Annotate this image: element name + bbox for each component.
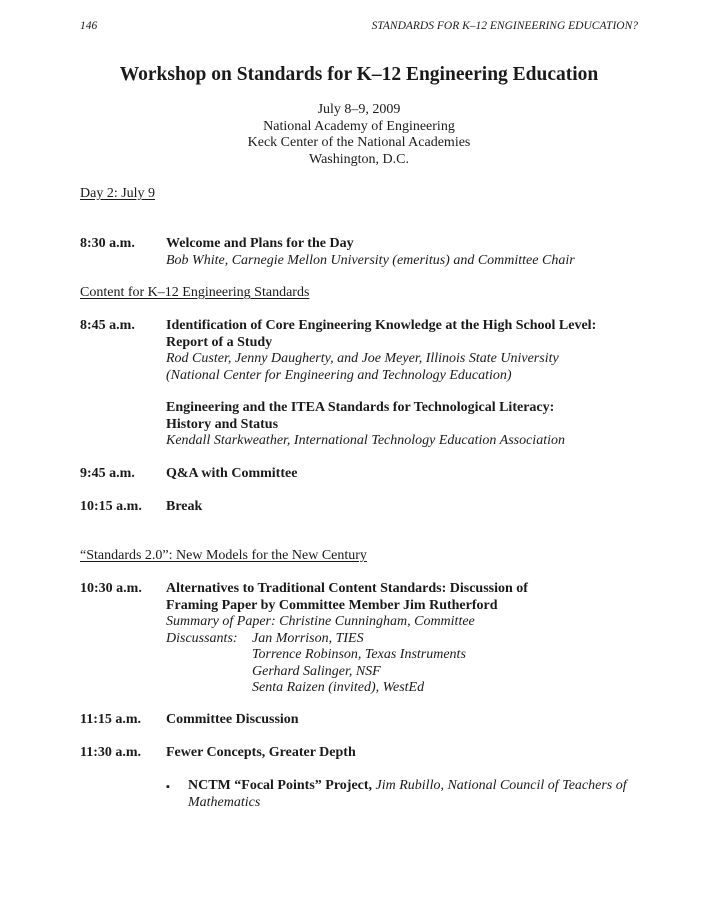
bullet-speaker-cont: Mathematics — [188, 794, 261, 810]
bullet-item-nctm — [188, 778, 627, 811]
time-welcome: 8:30 a.m. — [80, 236, 135, 251]
workshop-city: Washington, D.C. — [309, 152, 409, 167]
time-qa: 9:45 a.m. — [80, 466, 135, 481]
session-title-line: History and Status — [166, 416, 279, 432]
bullet-title: NCTM “Focal Points” Project, — [188, 778, 373, 793]
time-alternatives: 10:30 a.m. — [80, 581, 142, 596]
time-core: 8:45 a.m. — [80, 318, 135, 333]
session-speaker: Kendall Starkweather, International Technology Education Association — [166, 433, 565, 448]
discussants-row — [166, 631, 528, 648]
time-discussion: 11:15 a.m. — [80, 712, 142, 727]
session-core — [166, 318, 596, 384]
time-fewer: 11:30 a.m. — [80, 745, 142, 760]
page-number: 146 — [80, 20, 98, 32]
bullet-square-icon: ▪ — [166, 781, 170, 793]
session-alternatives — [166, 581, 528, 697]
session-title: Q&A with Committee — [166, 466, 298, 481]
time-break: 10:15 a.m. — [80, 499, 142, 514]
discussant: Torrence Robinson, Texas Instruments — [252, 647, 466, 662]
session-title: Fewer Concepts, Greater Depth — [166, 745, 356, 760]
session-title: Break — [166, 499, 203, 514]
discussants-label: Discussants: — [166, 630, 238, 646]
day-heading: Day 2: July 9 — [80, 186, 156, 201]
session-title-line: Report of a Study — [166, 334, 273, 350]
bullet-speaker: Jim Rubillo, National Council of Teachers of — [375, 778, 627, 793]
session-welcome — [166, 236, 575, 269]
session-title-line: Engineering and the ITEA Standards for Technological Literacy: — [166, 400, 555, 415]
section-heading-content: Content for K–12 Engineering Standards — [80, 285, 310, 300]
session-speaker: (National Center for Engineering and Technology Education) — [166, 367, 512, 383]
session-qa — [166, 466, 297, 483]
session-title: Committee Discussion — [166, 712, 299, 727]
session-title-line: Framing Paper by Committee Member Jim Rutherford — [166, 597, 498, 613]
discussant: Gerhard Salinger, NSF — [252, 663, 381, 679]
discussant: Jan Morrison, TIES — [252, 630, 364, 646]
discussant: Senta Raizen (invited), WestEd — [252, 680, 425, 695]
session-discussion — [166, 712, 299, 729]
session-title-line: Alternatives to Traditional Content Standards: Discussion of — [166, 581, 528, 596]
bullet-line — [188, 778, 627, 795]
session-speaker: Rod Custer, Jenny Daugherty, and Joe Meyer, Illinois State University — [166, 351, 559, 366]
workshop-dates: July 8–9, 2009 — [317, 102, 401, 117]
running-title: STANDARDS FOR K–12 ENGINEERING EDUCATION? — [371, 20, 638, 32]
workshop-org: National Academy of Engineering — [263, 119, 455, 134]
session-title-line: Identification of Core Engineering Knowledge at the High School Level: — [166, 318, 597, 333]
workshop-title: Workshop on Standards for K–12 Engineering Education — [119, 64, 599, 85]
section-heading-standards2: “Standards 2.0”: New Models for the New Century — [80, 548, 367, 563]
session-fewer — [166, 745, 356, 762]
session-itea — [166, 400, 565, 450]
workshop-venue: Keck Center of the National Academies — [247, 135, 471, 150]
session-break — [166, 499, 202, 516]
paper-summary: Summary of Paper: Christine Cunningham, Committee — [166, 614, 475, 629]
session-speaker: Bob White, Carnegie Mellon University (emeritus) and Committee Chair — [166, 252, 575, 268]
session-title: Welcome and Plans for the Day — [166, 236, 354, 251]
